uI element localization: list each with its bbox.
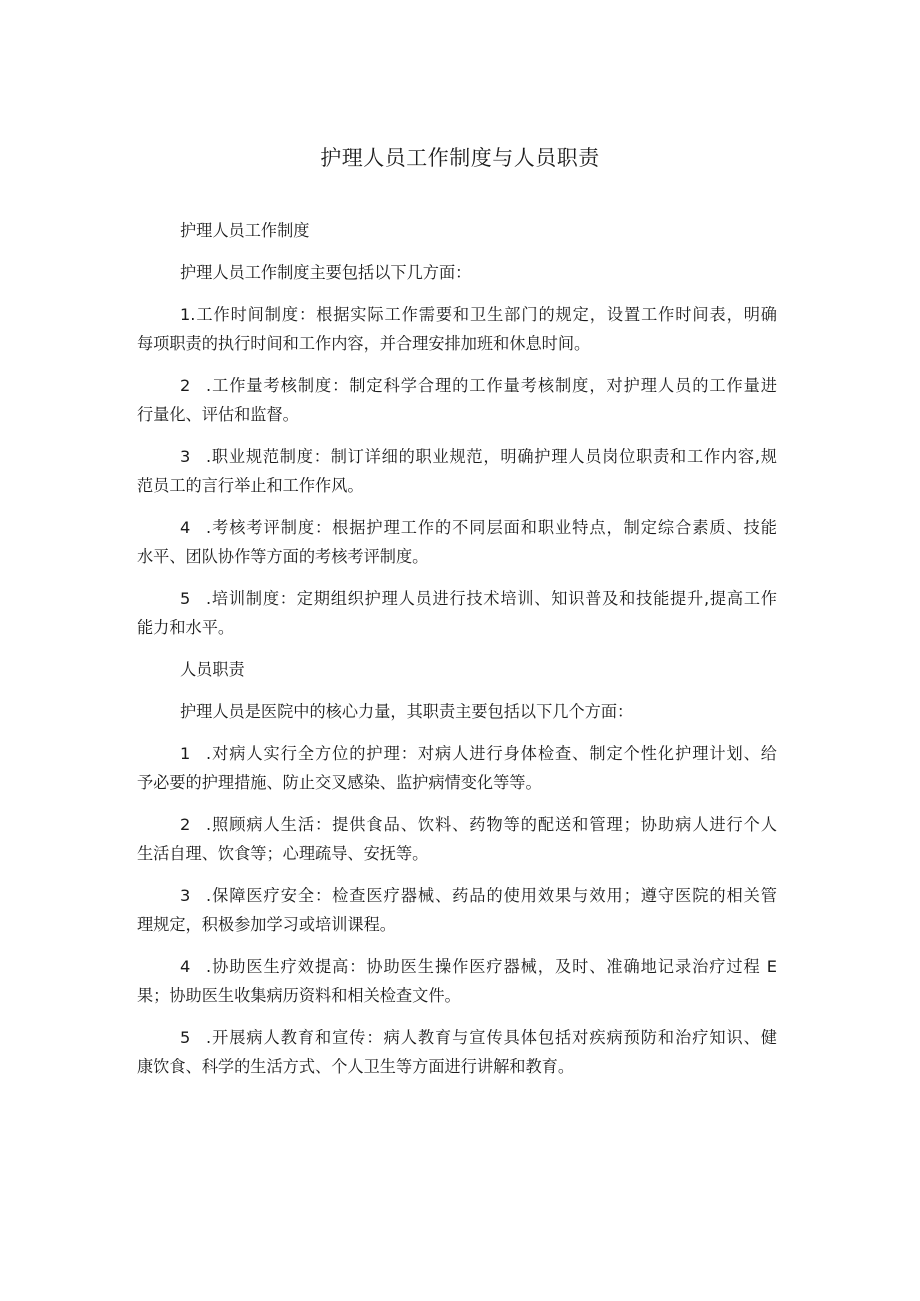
item-text: .保障医疗安全：检查医疗器械、药品的使用效果与效用；遵守医院的相关管	[206, 886, 777, 905]
item-continuation: 范员工的言行举止和工作作风。	[137, 476, 364, 495]
responsibility-item-5	[137, 1023, 777, 1081]
item-number: 4	[180, 518, 191, 537]
item-text: .工作量考核制度：制定科学合理的工作量考核制度，对护理人员的工作量进	[206, 376, 777, 395]
item-first-line	[137, 739, 777, 768]
responsibility-item-3	[137, 881, 777, 939]
document-body	[137, 216, 777, 1094]
item-number: 1.	[180, 305, 196, 324]
item-text: .协助医生疗效提高：协助医生操作医疗器械，及时、准确地记录治疗过程 E	[206, 957, 777, 976]
item-text: .对病人实行全方位的护理：对病人进行身体检查、制定个性化护理计划、给	[206, 744, 777, 763]
section-intro-responsibilities: 护理人员是医院中的核心力量，其职责主要包括以下几个方面：	[180, 702, 634, 721]
item-text: .考核考评制度：根据护理工作的不同层面和职业特点，制定综合素质、技能	[206, 518, 777, 537]
item-text: .培训制度：定期组织护理人员进行技术培训、知识普及和技能提升,提高工作	[206, 589, 777, 608]
item-number: 3	[180, 886, 191, 905]
item-text: .照顾病人生活：提供食品、饮料、药物等的配送和管理；协助病人进行个人	[206, 815, 777, 834]
section-intro-work-system: 护理人员工作制度主要包括以下几方面：	[180, 263, 472, 282]
item-first-line	[137, 881, 777, 910]
item-number: 5	[180, 1028, 191, 1047]
item-number: 1	[180, 744, 191, 763]
work-system-item-2	[137, 371, 777, 429]
responsibility-item-2	[137, 810, 777, 868]
item-continuation: 康饮食、科学的生活方式、个人卫生等方面进行讲解和教育。	[137, 1057, 575, 1076]
item-first-line	[137, 810, 777, 839]
item-number: 3	[180, 447, 191, 466]
item-text: .开展病人教育和宣传：病人教育与宣传具体包括对疾病预防和治疗知识、健	[206, 1028, 777, 1047]
item-first-line	[137, 584, 777, 613]
item-first-line	[137, 442, 777, 471]
item-continuation: 予必要的护理措施、防止交叉感染、监护病情变化等等。	[137, 773, 542, 792]
item-continuation: 行量化、评估和监督。	[137, 405, 299, 424]
item-continuation: 果；协助医生收集病历资料和相关检查文件。	[137, 986, 461, 1005]
item-first-line	[137, 952, 777, 981]
item-number: 2	[180, 815, 191, 834]
item-first-line	[137, 513, 777, 542]
responsibility-item-1	[137, 739, 777, 797]
document-title: 护理人员工作制度与人员职责	[320, 146, 600, 170]
work-system-item-3	[137, 442, 777, 500]
item-continuation: 生活自理、饮食等；心理疏导、安抚等。	[137, 844, 429, 863]
item-first-line	[137, 371, 777, 400]
responsibility-item-4	[137, 952, 777, 1010]
item-first-line	[137, 1023, 777, 1052]
item-number: 2	[180, 376, 191, 395]
item-continuation: 水平、团队协作等方面的考核考评制度。	[137, 547, 429, 566]
item-number: 4	[180, 957, 191, 976]
item-continuation: 理规定，积极参加学习或培训课程。	[137, 915, 396, 934]
item-text: .职业规范制度：制订详细的职业规范，明确护理人员岗位职责和工作内容,规	[206, 447, 777, 466]
work-system-item-4	[137, 513, 777, 571]
item-continuation: 能力和水平。	[137, 618, 235, 637]
work-system-item-1	[137, 300, 777, 358]
item-text: 工作时间制度：根据实际工作需要和卫生部门的规定，设置工作时间表，明确	[195, 305, 777, 324]
work-system-item-5	[137, 584, 777, 642]
section-heading-work-system: 护理人员工作制度	[180, 221, 310, 240]
item-number: 5	[180, 589, 191, 608]
item-continuation: 每项职责的执行时间和工作内容，并合理安排加班和休息时间。	[137, 334, 591, 353]
section-heading-responsibilities: 人员职责	[180, 660, 245, 679]
item-first-line	[137, 300, 777, 329]
